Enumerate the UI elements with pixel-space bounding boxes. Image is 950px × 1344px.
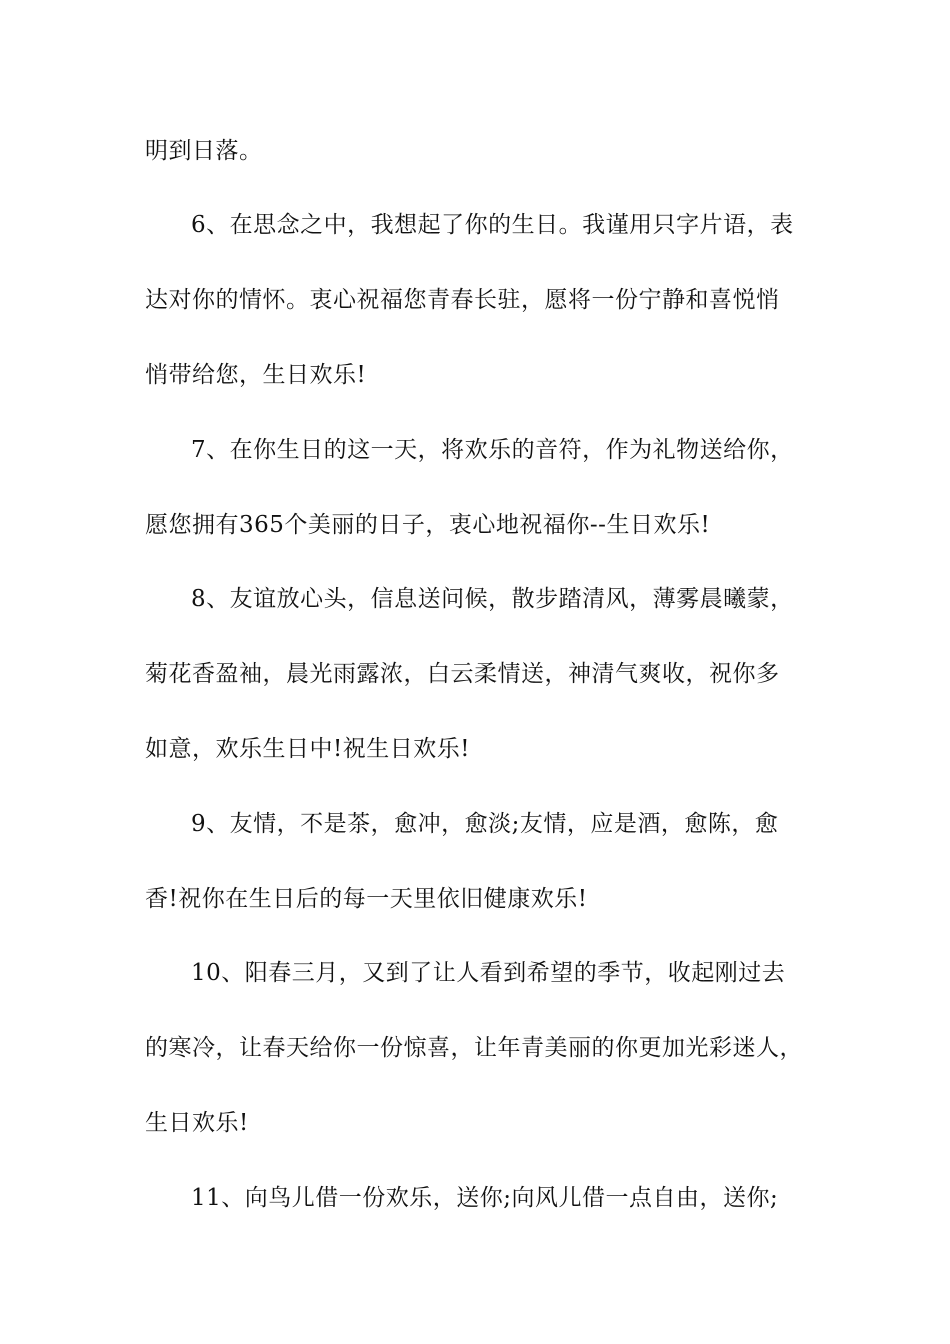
paragraph-11-line-1: 11、向鸟儿借一份欢乐，送你;向风儿借一点自由，送你; (191, 1185, 779, 1211)
text-line: 达对你的情怀。衷心祝福您青春长驻，愿将一份宁静和喜悦悄 (145, 287, 780, 313)
text-line: 的寒冷，让春天给你一份惊喜，让年青美丽的你更加光彩迷人， (145, 1035, 803, 1061)
paragraph-7-line-1: 7、在你生日的这一天，将欢乐的音符，作为礼物送给你， (191, 437, 794, 463)
text-line: 明到日落。 (145, 138, 263, 164)
text-line: 生日欢乐! (145, 1110, 249, 1136)
text-line: 如意，欢乐生日中!祝生日欢乐! (145, 736, 470, 762)
paragraph-10-line-1: 10、阳春三月，又到了让人看到希望的季节，收起刚过去 (191, 960, 786, 986)
text-line: 愿您拥有365个美丽的日子，衷心地祝福你--生日欢乐! (145, 512, 711, 538)
text-line: 悄带给您，生日欢乐! (145, 362, 367, 388)
paragraph-9-line-1: 9、友情，不是茶，愈冲，愈淡;友情，应是酒，愈陈，愈 (191, 811, 779, 837)
text-line: 菊花香盈袖，晨光雨露浓，白云柔情送，神清气爽收，祝你多 (145, 661, 780, 687)
paragraph-6-line-1: 6、在思念之中，我想起了你的生日。我谨用只字片语，表 (191, 212, 794, 238)
text-line: 香!祝你在生日后的每一天里依旧健康欢乐! (145, 886, 588, 912)
paragraph-8-line-1: 8、友谊放心头，信息送问候，散步踏清风，薄雾晨曦蒙， (191, 586, 794, 612)
